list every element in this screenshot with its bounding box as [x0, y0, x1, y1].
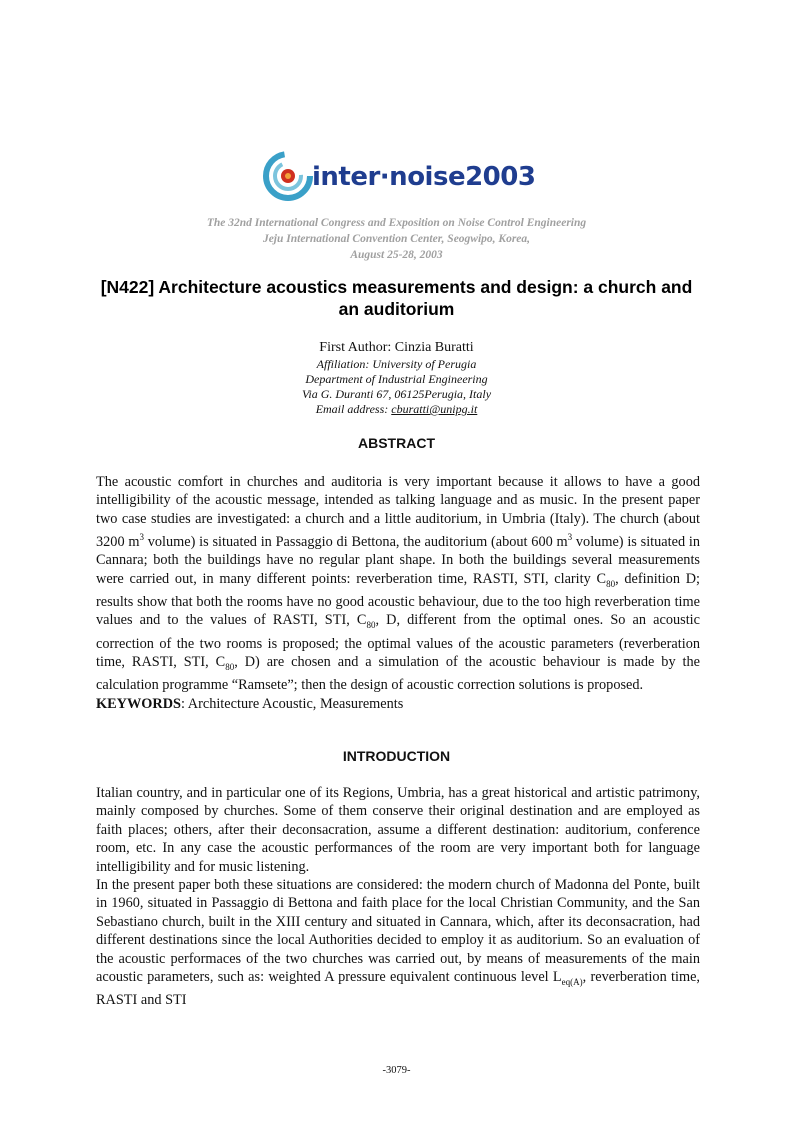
- affiliation-block: [0, 357, 793, 417]
- author-line: First Author: Cinzia Buratti: [319, 340, 474, 355]
- introduction-heading: INTRODUCTION: [342, 748, 451, 764]
- logo-swirl-icon: [262, 148, 318, 204]
- page-number: -3079-: [382, 1065, 411, 1076]
- address: Via G. Duranti 67, 06125Perugia, Italy: [301, 387, 492, 401]
- email-line: [0, 402, 793, 417]
- department: Department of Industrial Engineering: [305, 372, 488, 386]
- email-label: Email address:: [315, 402, 392, 416]
- paper-title: [N422] Architecture acoustics measurements and design: a church and an auditorium: [100, 277, 693, 319]
- intro-paragraph-2: In the present paper both these situations are considered: the modern church of Madonna del Ponte, built in 1960, situated in Passaggio di Bettona and faith place for the local Christian Community, and the San Sebastiano church, built in the XIII century and situated in Cannara, which, after its deconsacration, had different destinations since the local Authorities decided to employ it as auditorium. So an evaluation of the acoustic performaces of the two churches was carried out, by means of measurements of the main acoustic parameters, such as: weighted A pressure equivalent continuous level $L_{eq(A)}$, reverberation time, RASTI and STI: [96, 877, 700, 1009]
- affiliation: Affiliation: University of Perugia: [316, 357, 477, 371]
- conference-line-1: The 32nd International Congress and Exposition on Noise Control Engineering: [206, 217, 587, 229]
- introduction-body: [96, 784, 700, 1010]
- conference-line-3: August 25-28, 2003: [350, 249, 443, 261]
- conference-logo: [262, 148, 562, 204]
- email-link[interactable]: cburatti@unipg.it: [391, 402, 478, 416]
- abstract-heading: ABSTRACT: [358, 435, 435, 451]
- abstract-paragraph: The acoustic comfort in churches and auditoria is very important because it allows to have a good intelligibility of the acoustic message, intended as talking language and as music. In the present paper two case studies are investigated: a church and a little auditorium, in Umbria (Italy). The church (about 3200 $m^3$ volume) is situated in Passaggio di Bettona, the auditorium (about 600 $m^3$ volume) is situated in Cannara; both the buildings have no regular plant shape. In both the buildings several measurements were carried out, in many different points: reverberation time, RASTI, STI, clarity $C_{80}$, definition D; results show that both the rooms have no good acoustic behaviour, due to the too high reverberation time values and to the values of RASTI, STI, $C_{80}$, D, different from the optimal ones. So an acoustic correction of the two rooms is proposed; the optimal values of the acoustic parameters (reverberation time, RASTI, STI, $C_{80}$, D) are chosen and a simulation of the acoustic behaviour is made by the calculation programme “Ramsete”; then the design of acoustic correction solutions is proposed.: [96, 474, 700, 694]
- keywords-line: [96, 695, 700, 713]
- intro-paragraph-1: Italian country, and in particular one of its Regions, Umbria, has a great historical and artistic patrimony, mainly composed by churches. Some of them conserve their original destination and are employed as faith places; others, after their deconsacration, assume a different destination: auditorium, conference room, etc. In any case the acoustic performances of the room are very important both for language intelligibility and for music listening.: [96, 785, 700, 875]
- abstract-body: [96, 473, 700, 713]
- keywords-label: KEYWORDS: [96, 695, 181, 712]
- conference-line-2: Jeju International Convention Center, Seogwipo, Korea,: [262, 233, 531, 245]
- keywords-value: : Architecture Acoustic, Measurements: [181, 695, 404, 712]
- logo-text: inter·noise2003: [312, 162, 536, 192]
